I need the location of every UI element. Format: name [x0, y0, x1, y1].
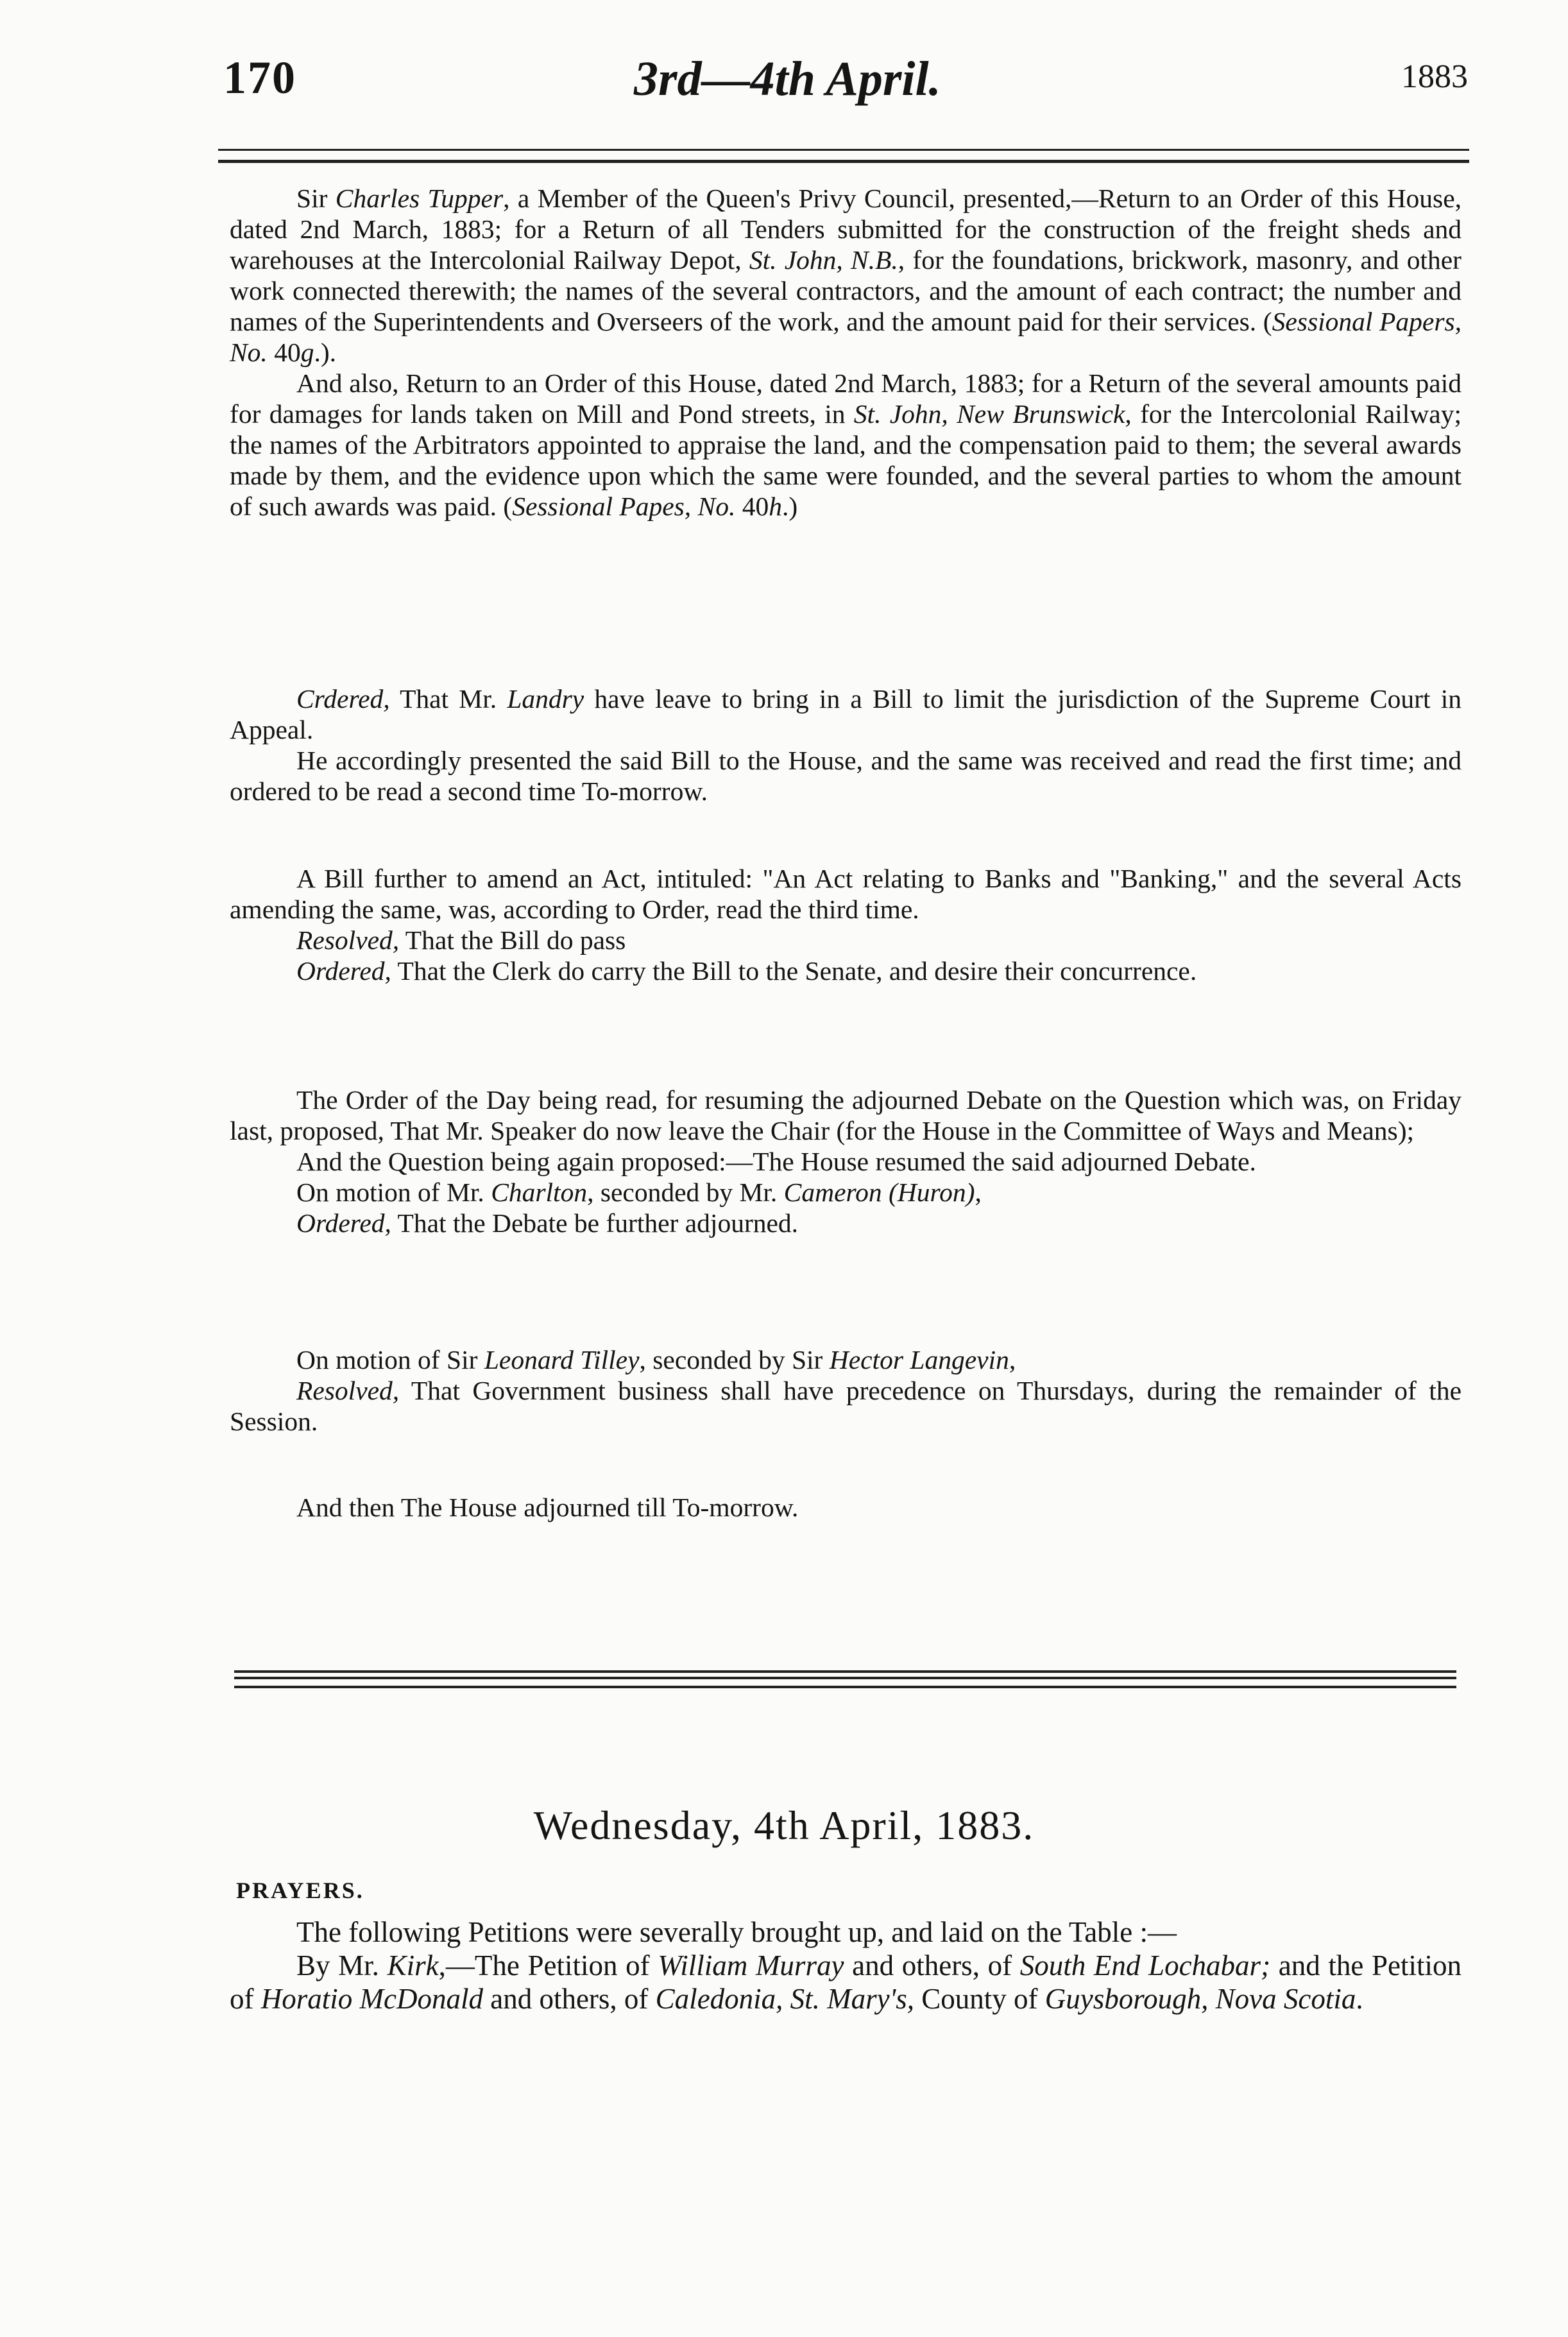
running-title: 3rd—4th April.	[634, 52, 941, 106]
paragraph-petitions-intro: The following Petitions were severally brought up, and laid on the Table :—	[296, 1916, 1177, 1948]
paragraph-adjourned: And then The House adjourned till To-morrow.	[296, 1493, 799, 1522]
tilley-motion-block	[230, 1344, 1461, 1437]
paragraph-question-proposed: And the Question being again proposed:—The House resumed the said adjourned Debate.	[296, 1147, 1256, 1176]
adjournment-block	[230, 1492, 1461, 1523]
returns-block	[230, 183, 1461, 522]
petitions-block	[230, 1915, 1461, 2016]
header-year: 1883	[1401, 58, 1468, 95]
prayers-heading: PRAYERS.	[236, 1878, 364, 1903]
paragraph-kirk-petitions: By Mr. Kirk,—The Petition of William Murray and others, of South End Lochabar; and the Petition of Horatio McDonald and others, of Caledonia, St. Mary's, County of Guysborough, Nova Scotia.	[230, 1949, 1461, 2015]
section-divider-rule	[234, 1670, 1456, 1688]
paragraph-tupper-return: Sir Charles Tupper, a Member of the Queen's Privy Council, presented,—Return to an Order of this House, dated 2nd March, 1883; for a Return of all Tenders submitted for the construction of the freight sheds and warehouses at the Intercolonial Railway Depot, St. John, N.B., for the foundations, brickwork, masonry, and other work connected therewith; the names of the several contractors, and the amount of each contract; the number and names of the Superintendents and Overseers of the work, and the amount paid for their services. (Sessional Papers, No. 40g.).	[230, 184, 1461, 367]
banking-bill-block	[230, 863, 1461, 986]
page-number: 170	[223, 52, 296, 103]
header-rule	[218, 149, 1469, 163]
day-heading: Wednesday, 4th April, 1883.	[533, 1802, 1035, 1848]
paragraph-tilley-motion: On motion of Sir Leonard Tilley, seconded by Sir Hector Langevin,	[296, 1345, 1016, 1374]
paragraph-banking-bill: A Bill further to amend an Act, intituled: "An Act relating to Banks and "Banking," and the several Acts amending the same, was, according to Order, read the third time.	[230, 864, 1461, 924]
paragraph-government-business: Resolved, That Government business shall have precedence on Thursdays, during the remainder of the Session.	[230, 1376, 1461, 1436]
ways-means-block	[230, 1084, 1461, 1238]
paragraph-second-return: And also, Return to an Order of this House, dated 2nd March, 1883; for a Return of the several amounts paid for damages for lands taken on Mill and Pond streets, in St. John, New Brunswick, for the Intercolonial Railway; the names of the Arbitrators appointed to appraise the land, and the compensation paid to them; the several awards made by them, and the evidence upon which the same were founded, and the several parties to whom the amount of such awards was paid. (Sessional Papes, No. 40h.)	[230, 368, 1461, 521]
page-header	[223, 51, 1468, 122]
paragraph-charlton-motion: On motion of Mr. Charlton, seconded by Mr. Cameron (Huron),	[296, 1177, 982, 1207]
paragraph-resolved-pass: Resolved, That the Bill do pass	[296, 925, 626, 955]
paragraph-landry-order: Crdered, That Mr. Landry have leave to bring in a Bill to limit the jurisdiction of the Supreme Court in Appeal.	[230, 684, 1462, 744]
paragraph-order-of-day: The Order of the Day being read, for resuming the adjourned Debate on the Question which was, on Friday last, proposed, That Mr. Speaker do now leave the Chair (for the House in the Committee of Ways and Means);	[230, 1085, 1461, 1145]
paragraph-debate-adjourned: Ordered, That the Debate be further adjourned.	[296, 1208, 799, 1238]
paragraph-ordered-senate: Ordered, That the Clerk do carry the Bill to the Senate, and desire their concurrence.	[296, 956, 1197, 986]
landry-bill-block	[230, 683, 1461, 807]
paragraph-first-reading: He accordingly presented the said Bill to the House, and the same was received and read the first time; and ordered to be read a second time To-morrow.	[230, 746, 1461, 806]
